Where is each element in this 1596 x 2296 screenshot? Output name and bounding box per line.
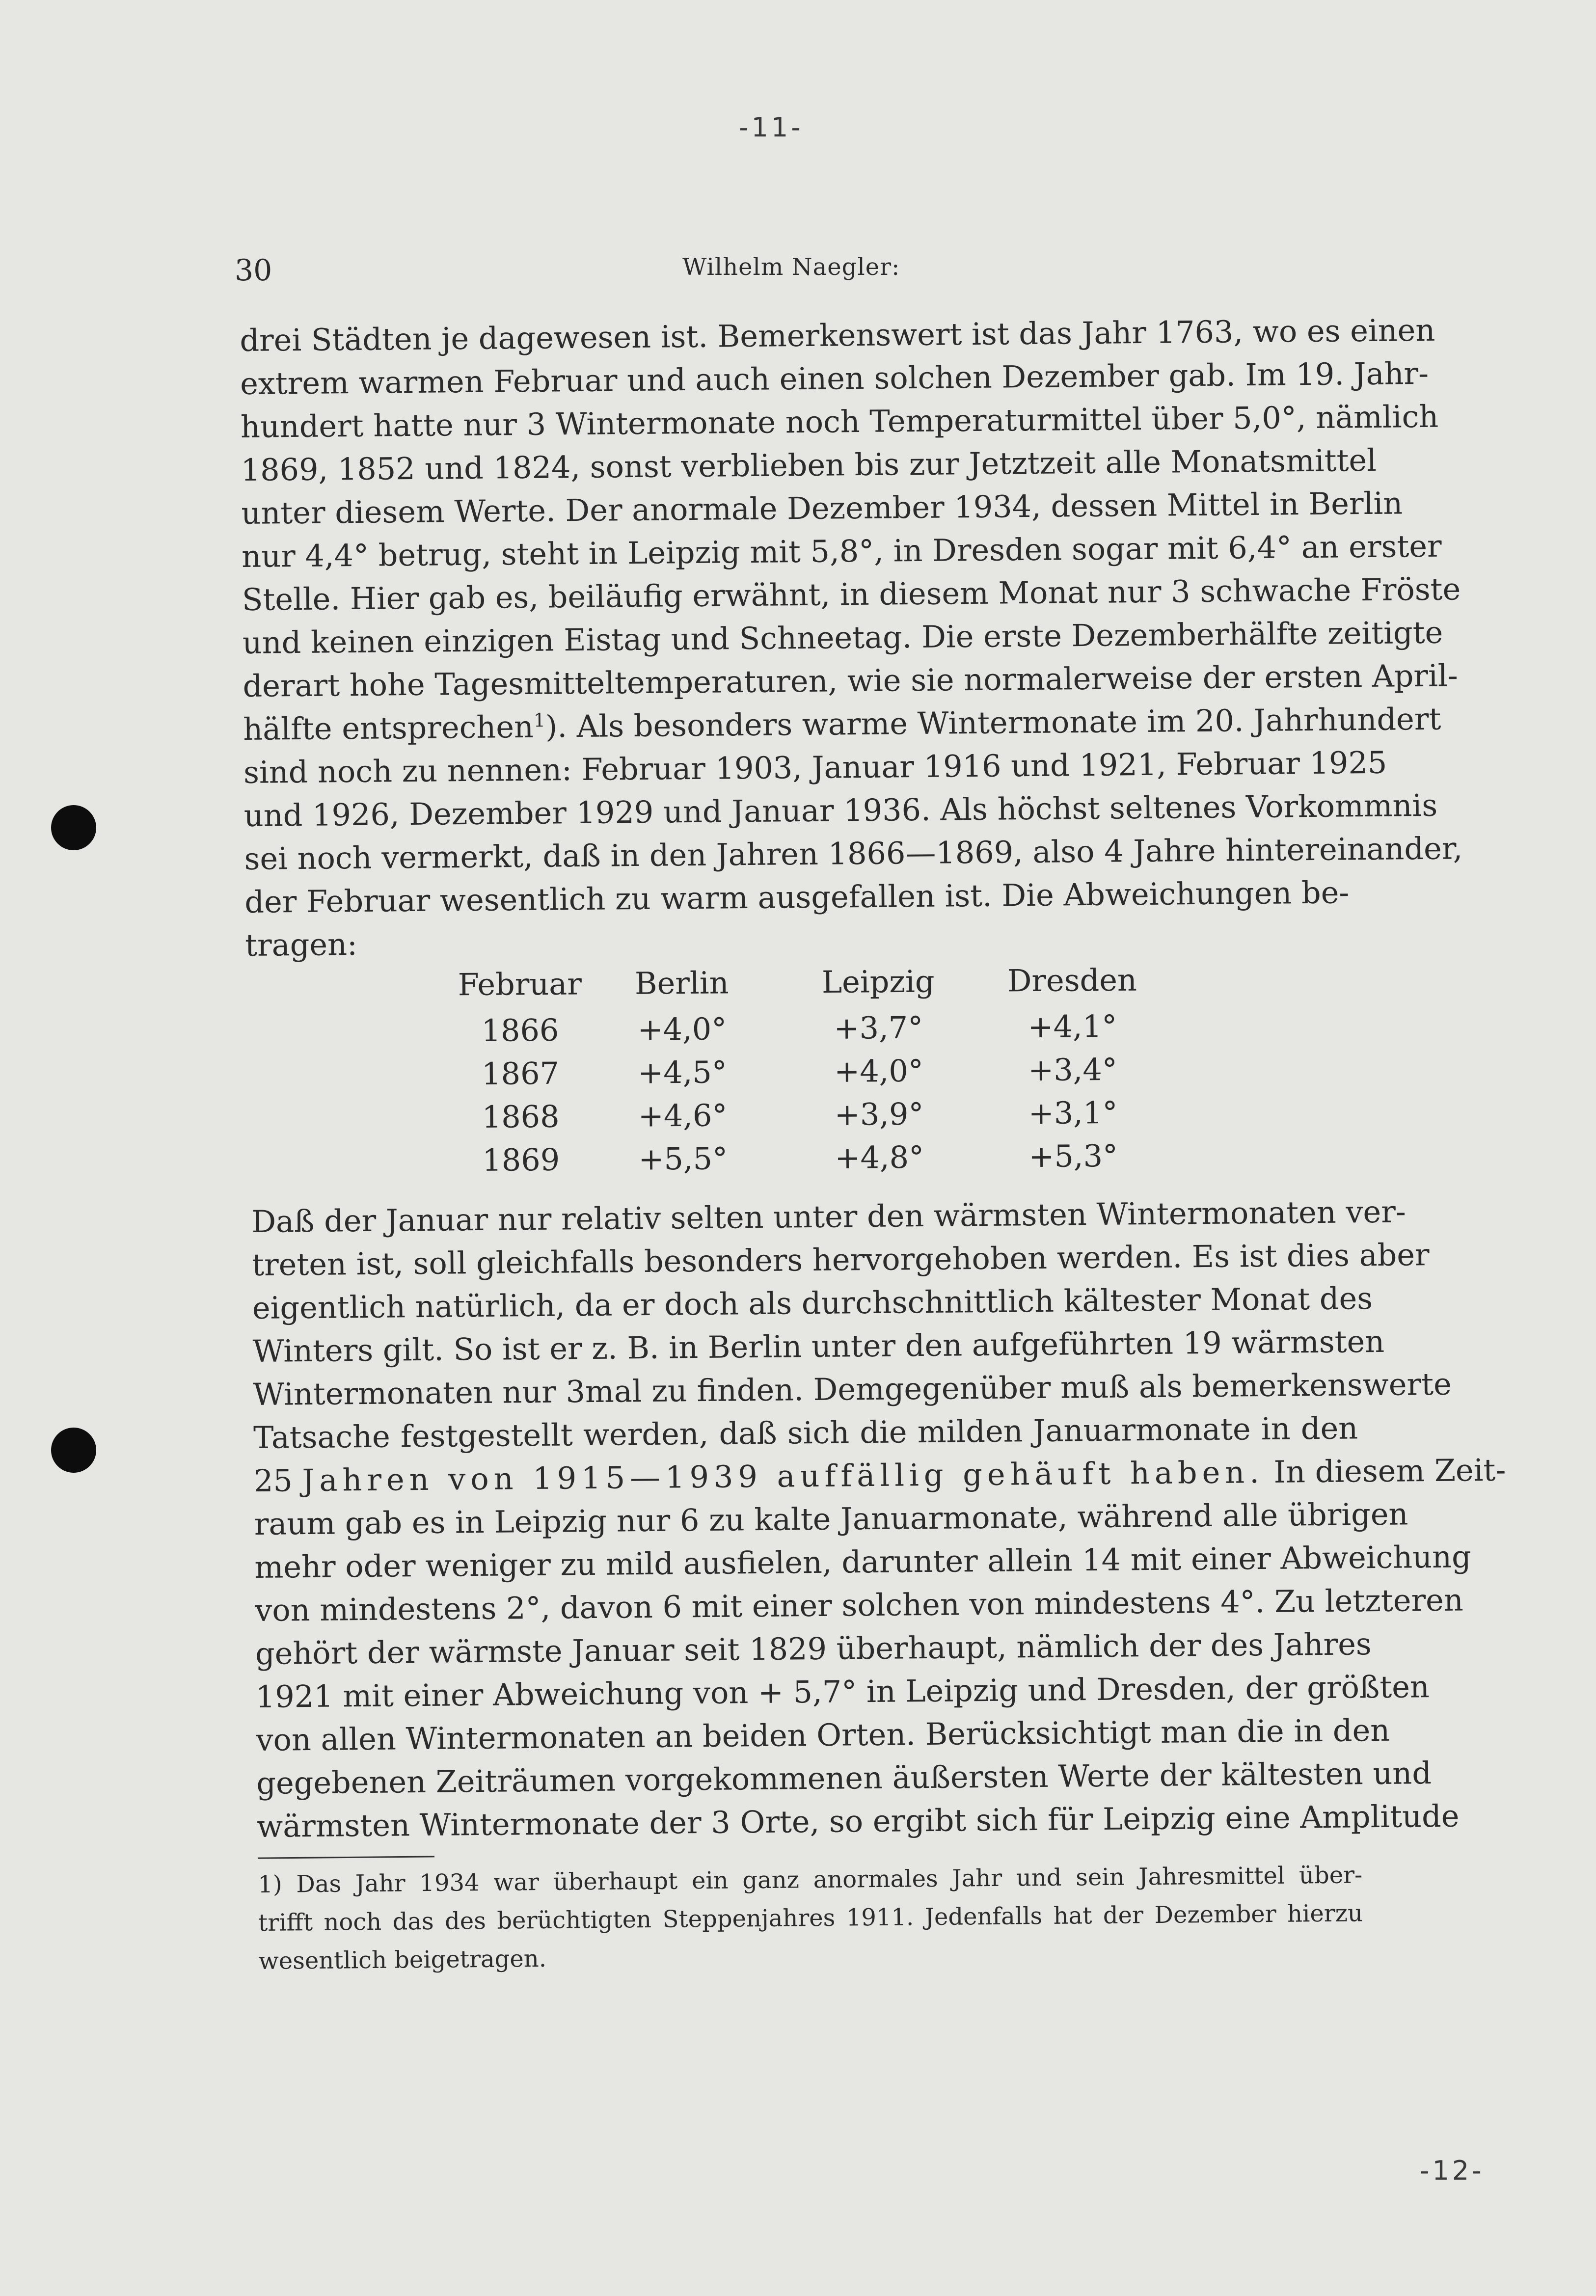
text-segment: In diesem Zeit- — [1264, 1452, 1506, 1490]
page-number: 30 — [235, 253, 272, 288]
running-header-author: Wilhelm Naegler: — [682, 253, 900, 281]
punch-hole-top — [51, 805, 96, 850]
table-cell: +4,5° — [638, 1053, 728, 1091]
text-line: tragen: — [244, 926, 358, 963]
text-line: gegebenen Zeiträumen vorgekommenen äußersten Werte der kältesten und — [256, 1755, 1432, 1801]
stamp-page-top: -11- — [739, 112, 804, 143]
text-line: von mindestens 2°, davon 6 mit einer solchen von mindestens 4°. Zu letzteren — [254, 1582, 1464, 1628]
text-line: gehört der wärmste Januar seit 1829 überhaupt, nämlich der des Jahres — [255, 1626, 1372, 1672]
text-line: mehr oder weniger zu mild ausfielen, darunter allein 14 mit einer Abweichung — [254, 1539, 1472, 1585]
punch-hole-bottom — [51, 1428, 96, 1473]
text-line: hundert hatte nur 3 Wintermonate noch Temperaturmittel über 5,0°, nämlich — [240, 398, 1439, 445]
column-header: Leipzig — [821, 963, 935, 1000]
text-line: der Februar wesentlich zu warm ausgefallen ist. Die Abweichungen be- — [244, 874, 1350, 920]
column-header: Februar — [458, 965, 582, 1002]
emphasized-text: Jahren von 1915—1939 auffällig gehäuft haben. — [302, 1454, 1265, 1499]
column-header: Berlin — [634, 964, 729, 1001]
text-line: 1869, 1852 und 1824, sonst verblieben bis zur Jetztzeit alle Monatsmittel — [241, 442, 1377, 488]
table-cell: 1866 — [481, 1012, 559, 1049]
text-line: derart hohe Tagesmitteltemperaturen, wie sie normalerweise der ersten April- — [243, 657, 1458, 704]
footnote — [258, 1856, 1363, 1980]
paragraph-2 — [251, 1190, 1506, 1848]
text-segment: 25 — [253, 1462, 293, 1499]
text-line: und 1926, Dezember 1929 und Januar 1936. Als höchst seltenes Vorkommnis — [243, 787, 1438, 834]
text-line: Tatsache festgestellt werden, daß sich die milden Januarmonate in den — [253, 1410, 1358, 1456]
table-cell: +4,0° — [637, 1010, 727, 1048]
footnote-line: 1) Das Jahr 1934 war überhaupt ein ganz anormales Jahr und sein Jahresmittel über- — [258, 1861, 1363, 1898]
text-line: nur 4,4° betrug, steht in Leipzig mit 5,8°, in Dresden sogar mit 6,4° an erster — [241, 528, 1442, 574]
text-line: treten ist, soll gleichfalls besonders hervorgehoben werden. Es ist dies aber — [251, 1237, 1430, 1283]
table-cell: +5,5° — [638, 1140, 728, 1177]
table-cell: +3,9° — [834, 1096, 924, 1133]
text-line: unter diesem Werte. Der anormale Dezember 1934, dessen Mittel in Berlin — [241, 485, 1403, 531]
text-line: sind noch zu nennen: Februar 1903, Januar 1916 und 1921, Februar 1925 — [243, 744, 1387, 790]
table-row — [456, 1004, 1193, 1052]
table-cell: 1869 — [482, 1141, 560, 1178]
text-line: drei Städten je dagewesen ist. Bemerkenswert ist das Jahr 1763, wo es einen — [240, 312, 1435, 358]
table-header-row — [456, 955, 1192, 1009]
text-segment: hälfte entsprechen — [243, 708, 534, 747]
table-cell: +5,3° — [1028, 1137, 1118, 1174]
text-line: sei noch vermerkt, daß in den Jahren 1866—1869, also 4 Jahre hintereinander, — [244, 830, 1463, 877]
text-segment: ). Als besonders warme Wintermonate im 20. Jahrhundert — [545, 701, 1441, 745]
stamp-page-bottom: -12- — [1420, 2155, 1485, 2186]
table-cell: +4,6° — [638, 1097, 728, 1134]
footnote-divider — [258, 1856, 434, 1859]
text-line: von allen Wintermonaten an beiden Orten. Berücksichtigt man die in den — [256, 1712, 1390, 1758]
table-row — [457, 1047, 1193, 1095]
table-cell: +4,0° — [834, 1053, 924, 1089]
text-line: und keinen einzigen Eistag und Schneetag. Die erste Dezemberhälfte zeitigte — [242, 614, 1443, 661]
table-row — [457, 1134, 1194, 1182]
text-line: Stelle. Hier gab es, beiläufig erwähnt, in diesem Monat nur 3 schwache Fröste — [242, 571, 1461, 618]
table-cell: 1867 — [481, 1055, 560, 1092]
table-cell: +4,1° — [1028, 1008, 1117, 1045]
table-cell: +3,1° — [1028, 1094, 1118, 1131]
deviation-table — [456, 955, 1193, 1182]
text-line: extrem warmen Februar und auch einen solchen Dezember gab. Im 19. Jahr- — [240, 355, 1429, 402]
table-cell: +3,7° — [834, 1009, 923, 1046]
text-line: raum gab es in Leipzig nur 6 zu kalte Januarmonate, während alle übrigen — [254, 1496, 1408, 1542]
text-line: Winters gilt. So ist er z. B. in Berlin unter den aufgeführten 19 wärmsten — [252, 1323, 1385, 1369]
paragraph-1 — [240, 309, 1463, 967]
text-line: wärmsten Wintermonate der 3 Orte, so ergibt sich für Leipzig eine Amplitude — [256, 1798, 1460, 1844]
text-line: Wintermonaten nur 3mal zu finden. Demgegenüber muß als bemerkenswerte — [253, 1366, 1452, 1412]
table-row — [457, 1090, 1193, 1138]
table-cell: 1868 — [482, 1098, 560, 1135]
text-line: 1921 mit einer Abweichung von + 5,7° in Leipzig und Dresden, der größten — [255, 1669, 1430, 1715]
text-line: eigentlich natürlich, da er doch als durchschnittlich kältester Monat des — [252, 1280, 1373, 1326]
table-cell: +3,4° — [1028, 1051, 1118, 1088]
footnote-reference: 1 — [533, 709, 546, 731]
column-header: Dresden — [1007, 962, 1137, 999]
footnote-line: wesentlich beigetragen. — [258, 1945, 547, 1975]
footnote-line: trifft noch das des berüchtigten Steppenjahres 1911. Jedenfalls hat der Dezember hierzu — [258, 1899, 1363, 1937]
text-line: Daß der Januar nur relativ selten unter den wärmsten Wintermonaten ver- — [251, 1193, 1407, 1240]
table-cell: +4,8° — [835, 1139, 924, 1176]
